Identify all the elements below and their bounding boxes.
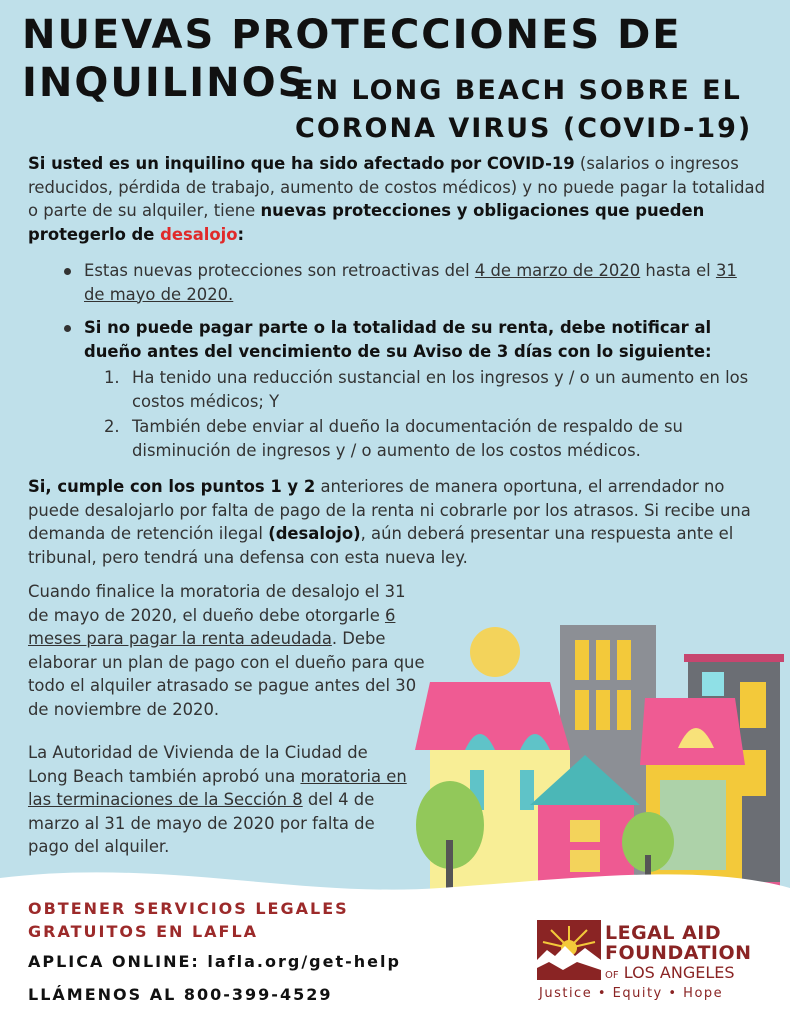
logo-name-line-3 [605, 963, 735, 982]
housing-authority-paragraph [28, 741, 408, 859]
intro-eviction-word: desalojo [160, 224, 238, 244]
call-phone-link[interactable]: LLÁMENOS AL 800-399-4529 [28, 985, 333, 1004]
sun-city-logo-icon [537, 920, 601, 980]
intro-text: (salarios o ingresos reducidos, pérdida de trabajo, aumento de costos médicos) y no puede pagar la totalidad o parte de su alquiler, tiene [28, 154, 765, 220]
subtitle-line-1: EN LONG BEACH SOBRE EL [295, 75, 742, 106]
title-line-2: INQUILINOS [22, 60, 309, 106]
list-item [104, 366, 762, 413]
repayment-six-months: 6 meses para pagar la renta adeudada [28, 605, 396, 648]
list-item [62, 316, 762, 462]
subtitle-line-2: CORONA VIRUS (COVID-19) [295, 113, 753, 144]
housing-text-2: del 4 de marzo al 31 de mayo de 2020 por falta de pago del alquiler. [28, 790, 375, 856]
title-subtitle [295, 72, 752, 148]
sub-item-1-text: Ha tenido una reducción sustancial en los ingresos y / o un aumento en los costos médicos; Y [132, 368, 749, 411]
bullet-1-mid: hasta el [640, 261, 716, 280]
sun-icon [470, 627, 520, 677]
logo-name-line-2: FOUNDATION [605, 942, 752, 964]
bullet-1-date-start: 4 de marzo de 2020 [474, 261, 641, 280]
intro-bold-protections: nuevas protecciones y obligaciones que pueden protegerlo de [28, 201, 705, 244]
defense-text-2: , aún deberá presentar una respuesta ante el tribunal, pero tendrá una defensa con esta nueva ley. [28, 524, 734, 567]
list-item [104, 415, 762, 462]
sub-item-2-text: También debe enviar al dueño la documentación de respaldo de su disminución de ingresos y / o aumento de los costos médicos. [132, 417, 683, 460]
list-item [62, 259, 762, 306]
logo-la: LOS ANGELES [623, 963, 735, 982]
housing-text-1: La Autoridad de Vivienda de la Ciudad de Long Beach también aprobó una [28, 743, 368, 786]
repayment-text-2: . Debe elaborar un plan de pago con el dueño para que todo el alquiler atrasado se pague antes del 30 de noviembre de 2020. [28, 629, 425, 719]
logo-tagline: Justice • Equity • Hope [539, 986, 724, 1001]
defense-text-1: anteriores de manera oportuna, el arrendador no puede desalojarlo por falta de pago de la renta ni cobrarle por los atrasos. Si recibe una demanda de retención ilegal [28, 477, 751, 543]
protections-list [62, 259, 762, 472]
title-line-1: NUEVAS PROTECCIONES DE [22, 12, 682, 58]
intro-colon: : [237, 224, 245, 244]
bullet-1-date-end: 31 de mayo de 2020. [84, 261, 737, 304]
defense-bold-lead: Si, cumple con los puntos 1 y 2 [28, 477, 316, 496]
bullet-2-text: Si no puede pagar parte o la totalidad de su renta, debe notificar al dueño antes del vencimiento de su Aviso de 3 días con lo siguiente: [84, 318, 712, 361]
bullet-1-text: Estas nuevas protecciones son retroactivas del [84, 261, 475, 280]
defense-paragraph [28, 475, 768, 569]
intro-paragraph [28, 152, 768, 246]
logo-of: OF [605, 970, 619, 981]
logo-name-line-1: LEGAL AID [605, 922, 722, 944]
defense-bold-eviction: (desalojo) [268, 524, 361, 543]
cta-headline-1: OBTENER SERVICIOS LEGALES [28, 899, 349, 918]
apply-online-link[interactable]: APLICA ONLINE: lafla.org/get-help [28, 952, 401, 971]
sub-item-2-number: 2. [104, 417, 120, 436]
cta-headline-2: GRATUITOS EN LAFLA [28, 922, 259, 941]
requirements-list [104, 366, 762, 462]
lafla-logo [537, 920, 787, 1010]
intro-bold-lead: Si usted es un inquilino que ha sido afectado por COVID-19 [28, 154, 575, 173]
housing-section8-link: moratoria en las terminaciones de la Sección 8 [28, 766, 407, 809]
sub-item-1-number: 1. [104, 368, 120, 387]
repayment-paragraph [28, 580, 428, 721]
repayment-text-1: Cuando finalice la moratoria de desalojo el 31 de mayo de 2020, el dueño debe otorgarle [28, 582, 406, 625]
houses-illustration [410, 620, 790, 910]
